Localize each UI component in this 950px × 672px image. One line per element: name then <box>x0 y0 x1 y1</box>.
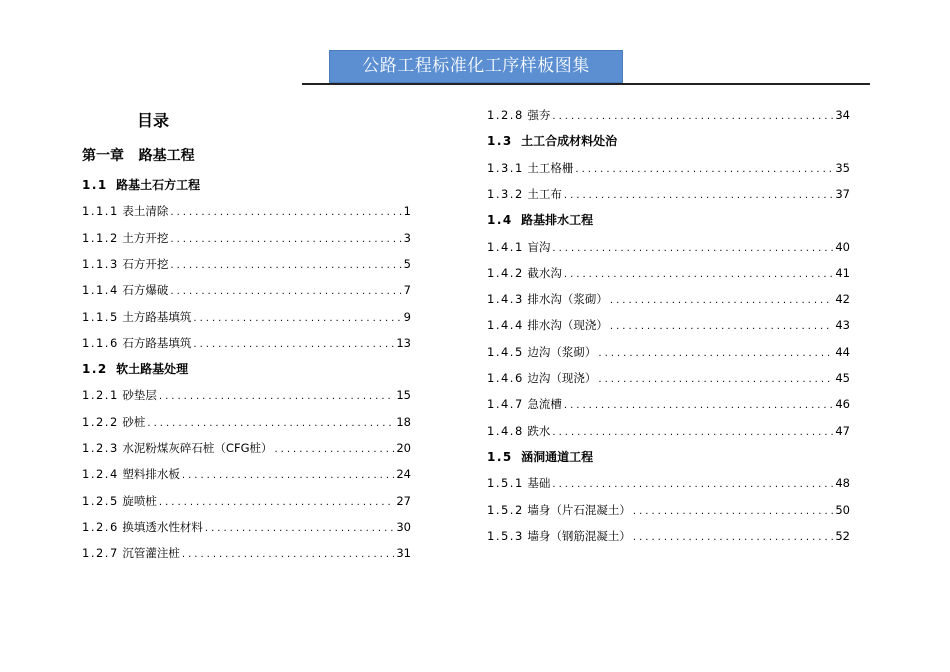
toc-entry <box>487 159 850 177</box>
toc-dot-leader <box>564 266 833 284</box>
toc-entry-number: 1.2.6 <box>82 519 119 534</box>
toc-entry-label: 跌水 <box>527 423 551 438</box>
toc-page-number: 37 <box>835 186 850 201</box>
toc-entry <box>82 465 411 483</box>
toc-entry-label: 表土清除 <box>122 204 169 219</box>
toc-dot-leader <box>552 240 833 258</box>
toc-entry-number: 1.1.3 <box>82 256 119 271</box>
document-header-title: 公路工程标准化工序样板图集 <box>329 50 623 83</box>
toc-page-number: 24 <box>396 467 411 482</box>
toc-dot-leader <box>193 310 401 328</box>
toc-entry-number: 1.2.4 <box>82 467 119 482</box>
toc-title: 目录 <box>137 111 170 130</box>
toc-page-number: 30 <box>396 519 411 534</box>
toc-section-heading <box>82 360 411 378</box>
toc-dot-leader <box>205 520 394 538</box>
toc-entry <box>487 343 850 361</box>
toc-page-number: 20 <box>396 441 411 455</box>
toc-entry-label: 石方路基填筑 <box>122 335 192 350</box>
toc-entry <box>82 334 411 352</box>
toc-entry <box>487 501 850 519</box>
header-divider <box>302 83 870 85</box>
toc-page-number: 1 <box>403 204 411 219</box>
toc-entry <box>487 527 850 545</box>
toc-entry <box>487 290 850 308</box>
toc-entry-number: 1.4 <box>487 213 513 228</box>
toc-entry-label: 土工格栅 <box>527 160 574 175</box>
toc-page-number: 34 <box>835 108 850 122</box>
toc-entry <box>82 386 411 404</box>
toc-page-number: 3 <box>403 230 411 245</box>
toc-dot-leader <box>552 476 833 494</box>
toc-entry-number: 1.4.7 <box>487 397 524 412</box>
toc-entry-number: 1.2.8 <box>487 108 524 122</box>
toc-entry-number: 1.5 <box>487 449 513 464</box>
toc-entry <box>487 106 850 124</box>
toc-entry-label: 土方开挖 <box>122 230 169 245</box>
toc-page-number: 47 <box>835 423 850 438</box>
toc-entry-label: 石方开挖 <box>122 256 169 271</box>
toc-dot-leader <box>598 371 833 389</box>
toc-entry-number: 1.4.8 <box>487 423 524 438</box>
chapter-heading: 第一章 路基工程 <box>82 148 195 164</box>
toc-entry-number: 1.1 <box>82 178 108 192</box>
toc-page-number: 43 <box>835 318 850 333</box>
toc-entry <box>82 518 411 536</box>
toc-dot-leader <box>633 503 833 521</box>
toc-dot-leader <box>564 397 833 415</box>
toc-dot-leader <box>159 388 394 406</box>
toc-page-number: 15 <box>396 388 411 403</box>
toc-page-number: 31 <box>396 546 411 561</box>
toc-dot-leader <box>147 415 394 433</box>
toc-entry-label: 土方路基填筑 <box>122 309 192 324</box>
toc-dot-leader <box>564 187 833 205</box>
toc-entry-number: 1.2.7 <box>82 546 119 561</box>
toc-entry-label: 塑料排水板 <box>122 467 180 482</box>
toc-dot-leader <box>182 467 394 485</box>
toc-entry <box>82 413 411 431</box>
toc-entry-label: 路基排水工程 <box>521 213 594 228</box>
toc-entry-number: 1.2.1 <box>82 388 119 403</box>
toc-entry <box>82 492 411 510</box>
toc-entry-label: 旋喷桩 <box>122 493 157 508</box>
toc-page-number: 48 <box>835 476 850 491</box>
toc-dot-leader <box>159 494 394 512</box>
toc-entry <box>487 238 850 256</box>
toc-page-number: 7 <box>403 283 411 298</box>
toc-entry-number: 1.4.5 <box>487 344 524 359</box>
toc-entry-label: 土工合成材料处治 <box>521 134 618 149</box>
toc-entry-label: 砂桩 <box>122 414 146 429</box>
toc-entry-number: 1.1.4 <box>82 283 119 298</box>
toc-entry-number: 1.1.1 <box>82 204 119 219</box>
toc-entry-label: 盲沟 <box>527 239 551 254</box>
toc-entry-label: 强夯 <box>527 108 551 122</box>
toc-dot-leader <box>170 231 401 249</box>
toc-entry-label: 路基土石方工程 <box>116 178 201 192</box>
toc-section-heading <box>487 448 850 466</box>
toc-entry-number: 1.3 <box>487 134 513 149</box>
toc-entry-label: 涵洞通道工程 <box>521 449 594 464</box>
toc-entry <box>82 439 411 457</box>
toc-entry-number: 1.4.6 <box>487 371 524 385</box>
toc-page-number: 41 <box>835 265 850 280</box>
toc-entry-number: 1.2.5 <box>82 493 119 508</box>
toc-page-number: 9 <box>403 309 411 324</box>
toc-entry-number: 1.1.2 <box>82 230 119 245</box>
toc-dot-leader <box>610 318 833 336</box>
toc-dot-leader <box>170 257 401 275</box>
toc-entry-number: 1.1.6 <box>82 335 119 350</box>
toc-page-number: 40 <box>835 239 850 254</box>
toc-entry-label: 排水沟（浆砌） <box>527 292 608 307</box>
toc-dot-leader <box>193 336 394 354</box>
toc-entry <box>487 369 850 387</box>
toc-entry-number: 1.2.2 <box>82 414 119 429</box>
toc-page-number: 45 <box>835 371 850 385</box>
toc-entry-label: 截水沟 <box>527 265 562 280</box>
toc-entry-number: 1.4.4 <box>487 318 524 333</box>
toc-dot-leader <box>552 424 833 442</box>
toc-entry <box>82 255 411 273</box>
toc-page-number: 44 <box>835 344 850 359</box>
toc-dot-leader <box>170 204 401 222</box>
toc-entry-number: 1.4.3 <box>487 292 524 307</box>
toc-entry-label: 基础 <box>527 476 551 491</box>
toc-entry <box>487 185 850 203</box>
toc-page-number: 27 <box>396 493 411 508</box>
toc-entry <box>487 395 850 413</box>
toc-entry-label: 水泥粉煤灰碎石桩（CFG桩） <box>122 441 273 455</box>
toc-entry-number: 1.1.5 <box>82 309 119 324</box>
toc-dot-leader <box>575 161 833 179</box>
toc-page-number: 35 <box>835 160 850 175</box>
toc-page-number: 18 <box>396 414 411 429</box>
toc-entry-label: 墙身（片石混凝土） <box>527 502 631 517</box>
toc-entry-number: 1.3.1 <box>487 160 524 175</box>
toc-entry <box>487 316 850 334</box>
toc-entry-number: 1.2 <box>82 362 108 377</box>
toc-entry-number: 1.4.2 <box>487 265 524 280</box>
toc-entry-label: 沉管灌注桩 <box>122 546 180 561</box>
toc-entry-number: 1.3.2 <box>487 186 524 201</box>
toc-entry-label: 换填透水性材料 <box>122 519 203 534</box>
toc-entry-label: 急流槽 <box>527 397 562 412</box>
toc-entry <box>82 308 411 326</box>
toc-entry-number: 1.5.1 <box>487 476 524 491</box>
toc-entry-number: 1.5.3 <box>487 528 524 543</box>
toc-dot-leader <box>633 529 833 547</box>
toc-entry <box>487 474 850 492</box>
toc-page-number: 5 <box>403 256 411 271</box>
toc-entry-label: 边沟（现浇） <box>527 371 597 385</box>
toc-entry <box>487 422 850 440</box>
toc-entry-label: 排水沟（现浇） <box>527 318 608 333</box>
toc-dot-leader <box>170 283 401 301</box>
toc-page-number: 46 <box>835 397 850 412</box>
toc-page-number: 42 <box>835 292 850 307</box>
toc-page-number: 50 <box>835 502 850 517</box>
toc-section-heading <box>487 211 850 229</box>
toc-dot-leader <box>552 108 833 126</box>
toc-entry-label: 边沟（浆砌） <box>527 344 597 359</box>
toc-entry <box>82 544 411 562</box>
toc-entry-number: 1.2.3 <box>82 441 119 455</box>
toc-entry <box>82 229 411 247</box>
toc-entry-label: 土工布 <box>527 186 562 201</box>
toc-entry <box>82 202 411 220</box>
toc-dot-leader <box>610 292 833 310</box>
toc-entry-label: 砂垫层 <box>122 388 157 403</box>
toc-entry-label: 软土路基处理 <box>116 362 189 377</box>
toc-dot-leader <box>182 546 394 564</box>
toc-entry <box>82 281 411 299</box>
toc-page-number: 13 <box>396 335 411 350</box>
toc-dot-leader <box>274 441 394 459</box>
toc-entry-number: 1.5.2 <box>487 502 524 517</box>
toc-section-heading <box>82 176 411 194</box>
toc-page-number: 52 <box>835 528 850 543</box>
toc-section-heading <box>487 132 850 150</box>
toc-dot-leader <box>598 345 833 363</box>
toc-entry <box>487 264 850 282</box>
toc-entry-number: 1.4.1 <box>487 239 524 254</box>
toc-entry-label: 石方爆破 <box>122 283 169 298</box>
toc-entry-label: 墙身（钢筋混凝土） <box>527 528 631 543</box>
